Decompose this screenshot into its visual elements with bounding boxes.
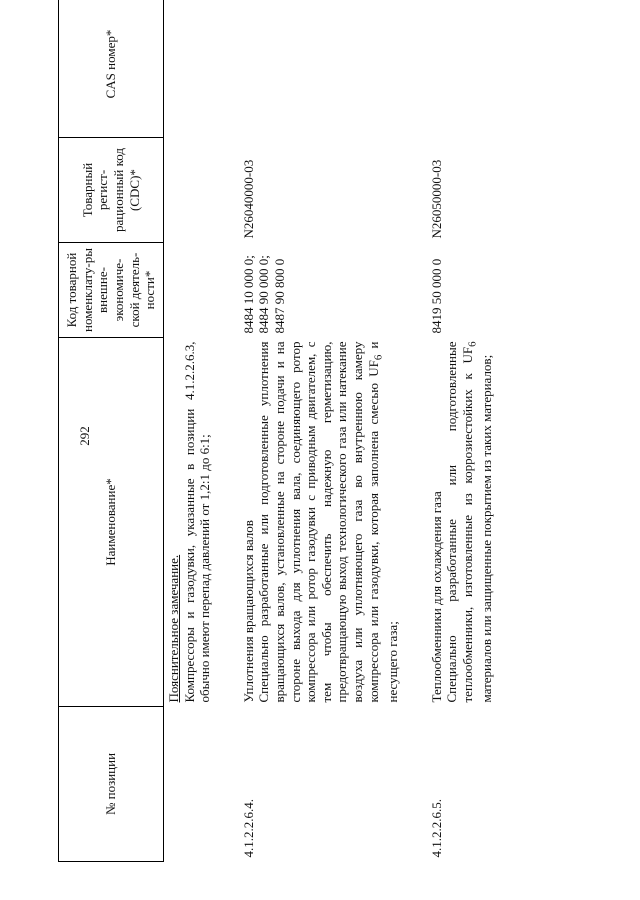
table-header-row bbox=[59, 0, 164, 862]
row-position: 4.1.2.2.6.5. bbox=[428, 799, 444, 858]
row-cdc-code: N26040000-03 bbox=[240, 159, 256, 239]
table-row bbox=[427, 0, 497, 862]
tn-ved-code: 8487 90 800 0 bbox=[271, 258, 287, 334]
header-name: Наименование* bbox=[59, 338, 164, 707]
row-tn-ved-codes bbox=[427, 243, 497, 338]
note-position-cell bbox=[164, 707, 215, 862]
page-number: 292 bbox=[77, 426, 92, 446]
row-cdc-code: N26050000-03 bbox=[428, 159, 444, 239]
note-cell bbox=[164, 338, 215, 707]
row-description: Специально разработанные или подготовленные уплотнения вращающихся валов, установленные на стороне подачи и на стороне выхода для уплотнения вала, соединяющего ротор компрессора или ротор газодувки с приводным двигателем, с тем чтобы обеспечить надежную герметизацию, предотвращающую выход технологического газа или натекание воздуха или уплотняющего газа во внутреннюю камеру компрессора или газодувки, которая заполнена смесью $UF_6$ и несущего газа; bbox=[256, 341, 401, 703]
row-position: 4.1.2.2.6.4. bbox=[240, 799, 256, 858]
tn-ved-code: 8419 50 000 0 bbox=[428, 258, 444, 334]
note-text: Компрессоры и газодувки, указанные в позиции 4.1.2.2.6.3, обычно имеют перепад давлений от 1,2:1 до 6:1; bbox=[181, 341, 213, 703]
row-tn-ved-codes bbox=[239, 243, 403, 338]
tn-ved-code: 8484 90 000 0; bbox=[256, 255, 272, 334]
row-description: Специально разработанные или подготовленные теплообменники, изготовленные из коррозиестойких к $UF_6$ материалов или защищенные покрытием из таких материалов; bbox=[444, 341, 495, 703]
document-table-sheet bbox=[58, 29, 598, 862]
row-cas-number bbox=[427, 0, 497, 138]
tn-ved-code: 8484 10 000 0; bbox=[240, 255, 256, 334]
header-position: № позиции bbox=[59, 707, 164, 862]
table-row bbox=[239, 0, 403, 862]
goods-table bbox=[58, 0, 497, 862]
table-row-note bbox=[164, 0, 215, 862]
header-cdc-code: Товарный регист-рационный код (CDC)* bbox=[59, 138, 164, 243]
row-title: Уплотнения вращающихся валов bbox=[240, 520, 256, 703]
row-name-cell bbox=[239, 338, 403, 707]
header-tn-ved-code: Код товарной номенклату-ры внешне-экономиче-ской деятель-ности* bbox=[59, 243, 164, 338]
row-name-cell bbox=[427, 338, 497, 707]
row-cas-number bbox=[239, 0, 403, 138]
note-label: Пояснительное замечание. bbox=[166, 554, 181, 703]
header-cas-number: CAS номер* bbox=[59, 0, 164, 138]
row-title: Теплообменники для охлаждения газа bbox=[428, 491, 444, 703]
